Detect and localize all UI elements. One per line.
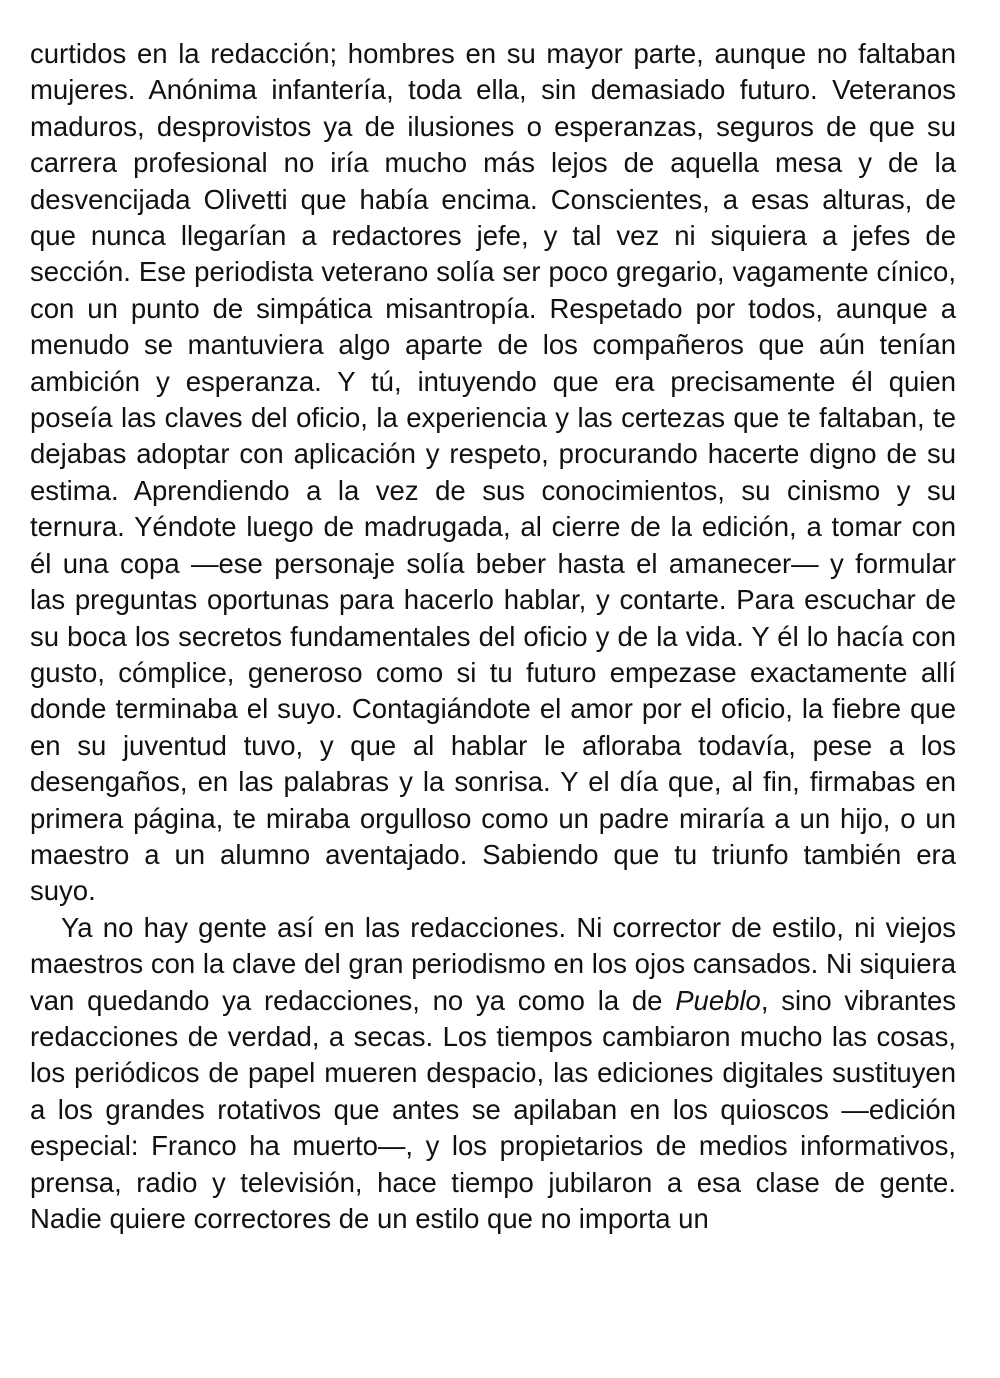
- paragraph-1: [30, 36, 956, 910]
- paragraph-2-text-after: , sino vibrantes redacciones de verdad, a secas. Los tiempos cambiaron mucho las cosas, los periódicos de papel mueren despacio, las ediciones digitales sustituyen a los grandes rotativos que antes se apilaban en los quioscos —edición especial: Franco ha muerto—, y los propietarios de medios informativos, prensa, radio y televisión, hace tiempo jubilaron a esa clase de gente. Nadie quiere correctores de un estilo que no importa un: [30, 984, 956, 1234]
- newspaper-title-italic: Pueblo: [675, 984, 761, 1016]
- paragraph-2-text-before: Ya no hay gente así en las redacciones. Ni corrector de estilo, ni viejos maestros con la clave del gran periodismo en los ojos cansados. Ni siquiera van quedando ya redacciones, no ya como la de: [30, 911, 956, 1016]
- paragraph-2: [30, 910, 956, 1238]
- book-page: [30, 36, 956, 1237]
- paragraph-1-text: curtidos en la redacción; hombres en su mayor parte, aunque no faltaban mujeres. Anónima infantería, toda ella, sin demasiado futuro. Veteranos maduros, desprovistos ya de ilusiones o esperanzas, seguros de que su carrera profesional no iría mucho más lejos de aquella mesa y de la desvencijada Olivetti que había encima. Conscientes, a esas alturas, de que nunca llegarían a redactores jefe, y tal vez ni siquiera a jefes de sección. Ese periodista veterano solía ser poco gregario, vagamente cínico, con un punto de simpática misantropía. Respetado por todos, aunque a menudo se mantuviera algo aparte de los compañeros que aún tenían ambición y esperanza. Y tú, intuyendo que era precisamente él quien poseía las claves del oficio, la experiencia y las certezas que te faltaban, te dejabas adoptar con aplicación y respeto, procurando hacerte digno de su estima. Aprendiendo a la vez de sus conocimientos, su cinismo y su ternura. Yéndote luego de madrugada, al cierre de la edición, a tomar con él una copa —ese personaje solía beber hasta el amanecer— y formular las preguntas oportunas para hacerlo hablar, y contarte. Para escuchar de su boca los secretos fundamentales del oficio y de la vida. Y él lo hacía con gusto, cómplice, generoso como si tu futuro empezase exactamente allí donde terminaba el suyo. Contagiándote el amor por el oficio, la fiebre que en su juventud tuvo, y que al hablar le afloraba todavía, pese a los desengaños, en las palabras y la sonrisa. Y el día que, al fin, firmabas en primera página, te miraba orgulloso como un padre miraría a un hijo, o un maestro a un alumno aventajado. Sabiendo que tu triunfo también era suyo.: [30, 38, 956, 907]
